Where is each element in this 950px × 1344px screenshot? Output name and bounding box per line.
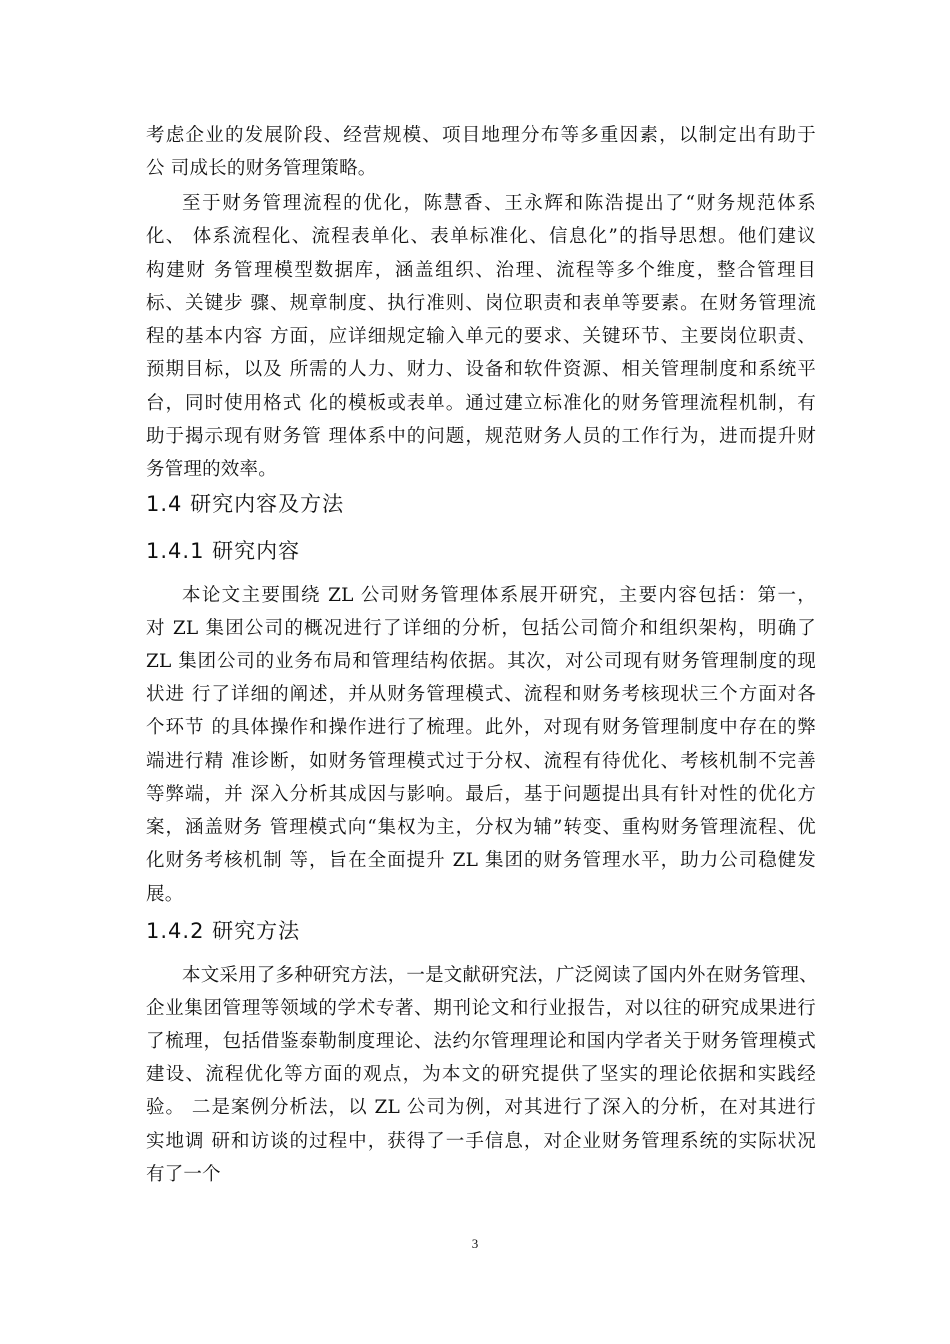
- paragraph-line: 等弊端，并 深入分析其成因与影响。最后，基于问题提出具有针对性的优化方: [146, 784, 816, 805]
- subsection-heading: 1.4.1 研究内容: [146, 539, 301, 563]
- paragraph-line: 公 司成长的财务管理策略。: [146, 158, 377, 179]
- paragraph-line: 展。: [146, 884, 184, 905]
- paragraph-line: 化财务考核机制 等，旨在全面提升 ZL 集团的财务管理水平，助力公司稳健发: [146, 850, 816, 871]
- paragraph-line: 有了一个: [146, 1164, 221, 1185]
- paragraph-line: 端进行精 准诊断，如财务管理模式过于分权、流程有待优化、考核机制不完善: [146, 751, 816, 772]
- paragraph-line: 验。 二是案例分析法，以 ZL 公司为例，对其进行了深入的分析，在对其进行: [146, 1097, 816, 1118]
- paragraph-line: 企业集团管理等领域的学术专著、期刊论文和行业报告，对以往的研究成果进行: [146, 998, 816, 1019]
- paragraph-line: 对 ZL 集团公司的概况进行了详细的分析，包括公司简介和组织架构，明确了: [146, 618, 816, 639]
- paragraph-line: 本论文主要围绕 ZL 公司财务管理体系展开研究，主要内容包括：第一，: [182, 585, 816, 606]
- paragraph-line: 化、 体系流程化、流程表单化、表单标准化、信息化”的指导思想。他们建议: [146, 226, 816, 247]
- paragraph-line: 了梳理，包括借鉴泰勒制度理论、法约尔管理理论和国内学者关于财务管理模式: [146, 1031, 816, 1052]
- paragraph-line: 考虑企业的发展阶段、经营规模、项目地理分布等多重因素，以制定出有助于: [146, 125, 816, 146]
- paragraph-line: 至于财务管理流程的优化，陈慧香、王永辉和陈浩提出了“财务规范体系: [182, 193, 816, 214]
- paragraph-line: 预期目标，以及 所需的人力、财力、设备和软件资源、相关管理制度和系统平: [146, 359, 816, 380]
- paragraph-line: 实地调 研和访谈的过程中，获得了一手信息，对企业财务管理系统的实际状况: [146, 1131, 816, 1152]
- paragraph-line: 程的基本内容 方面，应详细规定输入单元的要求、关键环节、主要岗位职责、: [146, 326, 816, 347]
- paragraph-line: 案，涵盖财务 管理模式向“集权为主，分权为辅”转变、重构财务管理流程、优: [146, 817, 816, 838]
- paragraph-line: 助于揭示现有财务管 理体系中的问题，规范财务人员的工作行为，进而提升财: [146, 426, 816, 447]
- page-number: 3: [471, 1236, 479, 1251]
- paragraph-line: 台，同时使用格式 化的模板或表单。通过建立标准化的财务管理流程机制，有: [146, 393, 816, 414]
- paragraph-line: 标、关键步 骤、规章制度、执行准则、岗位职责和表单等要素。在财务管理流: [146, 293, 816, 314]
- paragraph-line: 构建财 务管理模型数据库，涵盖组织、治理、流程等多个维度，整合管理目: [146, 260, 816, 281]
- subsection-heading: 1.4.2 研究方法: [146, 919, 301, 943]
- paragraph-line: ZL 集团公司的业务布局和管理结构依据。其次，对公司现有财务管理制度的现: [146, 651, 816, 672]
- paragraph-line: 本文采用了多种研究方法，一是文献研究法，广泛阅读了国内外在财务管理、: [182, 965, 818, 986]
- paragraph-line: 建设、流程优化等方面的观点，为本文的研究提供了坚实的理论依据和实践经: [146, 1064, 816, 1085]
- paragraph-line: 状进 行了详细的阐述，并从财务管理模式、流程和财务考核现状三个方面对各: [146, 684, 816, 705]
- paragraph-line: 个环节 的具体操作和操作进行了梳理。此外，对现有财务管理制度中存在的弊: [146, 717, 816, 738]
- paragraph-line: 务管理的效率。: [146, 459, 277, 480]
- section-heading: 1.4 研究内容及方法: [146, 492, 345, 516]
